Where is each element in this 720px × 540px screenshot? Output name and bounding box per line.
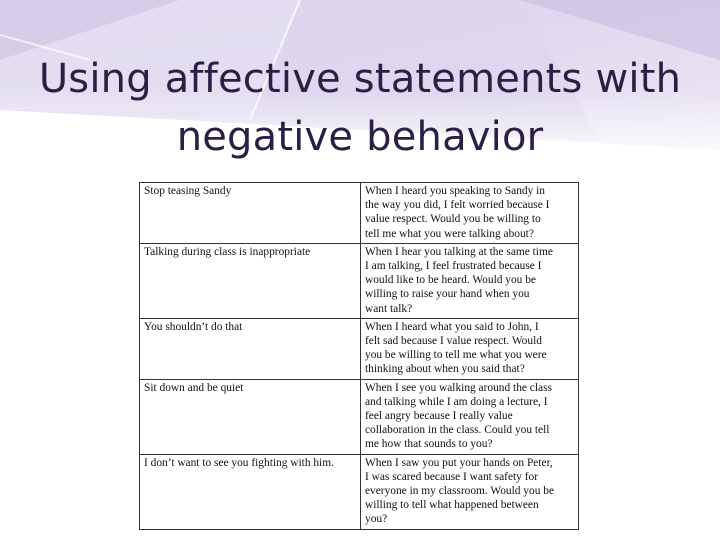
table-row [140,183,579,244]
title-line-1: Using affective statements with [38,56,682,102]
title-line-2: negative behavior [176,114,544,160]
statement-cell: I don’t want to see you fighting with him. [140,454,361,529]
statements-table-card [138,180,582,525]
affective-statement-cell: When I heard you speaking to Sandy in the way you did, I felt worried because I value respect. Would you be willing to tell me what you were talking about? [361,183,579,244]
table-row [140,243,579,318]
statement-cell: Talking during class is inappropriate [140,243,361,318]
table-row [140,318,579,379]
affective-statement-cell: When I hear you talking at the same time I am talking, I feel frustrated because I would like to be heard. Would you be willing to raise your hand when you want talk? [361,243,579,318]
table-row [140,379,579,454]
statements-table [139,182,579,530]
affective-statement-cell: When I saw you put your hands on Peter, I was scared because I want safety for everyone in my classroom. Would you be willing to tell what happened between you? [361,454,579,529]
slide-title [0,50,720,166]
statement-cell: You shouldn’t do that [140,318,361,379]
statement-cell: Stop teasing Sandy [140,183,361,244]
table-row [140,454,579,529]
affective-statement-cell: When I see you walking around the class and talking while I am doing a lecture, I feel angry because I really value collaboration in the class. Could you tell me how that sounds to you? [361,379,579,454]
statement-cell: Sit down and be quiet [140,379,361,454]
affective-statement-cell: When I heard what you said to John, I felt sad because I value respect. Would you be willing to tell me what you were thinking about when you said that? [361,318,579,379]
